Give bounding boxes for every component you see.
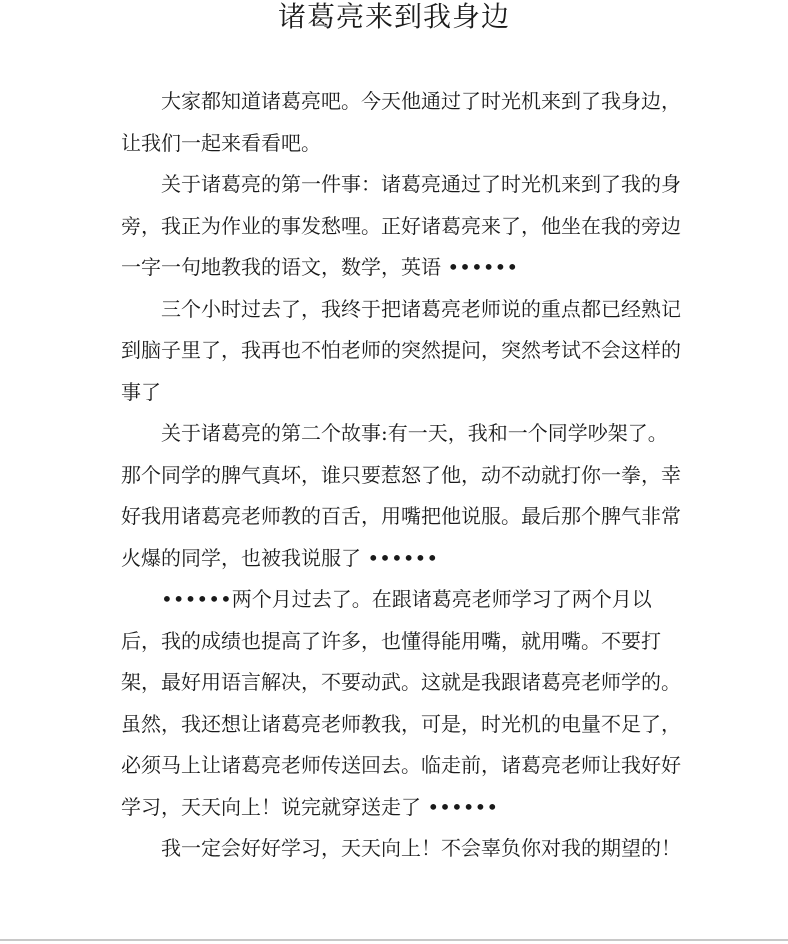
document-body (121, 81, 681, 870)
paragraph-first-event: 关于诸葛亮的第一件事：诸葛亮通过了时光机来到了我的身旁，我正为作业的事发愁哩。正好诸葛亮来了，他坐在我的旁边一字一句地教我的语文，数学，英语 •••••• (121, 172, 681, 279)
paragraph-conclusion: 我一定会好好学习，天天向上！不会辜负你对我的期望的！ (161, 836, 681, 860)
page-bottom-divider (0, 939, 788, 941)
paragraph-three-hours-later: 三个小时过去了，我终于把诸葛亮老师说的重点都已经熟记到脑子里了，我再也不怕老师的突然提问，突然考试不会这样的事了 (121, 296, 681, 404)
document-title: 诸葛亮来到我身边 (277, 0, 510, 33)
paragraph-second-story: 关于诸葛亮的第二个故事:有一天，我和一个同学吵架了。那个同学的脾气真坏，谁只要惹怒了他，动不动就打你一拳，幸好我用诸葛亮老师教的百舌，用嘴把他说服。最后那个脾气非常火爆的同学，也被我说服了 •••••• (121, 421, 681, 570)
paragraph-two-months-later: ••••••两个月过去了。在跟诸葛亮老师学习了两个月以后，我的成绩也提高了许多，也懂得能用嘴，就用嘴。不要打架，最好用语言解决，不要动武。这就是我跟诸葛亮老师学的。虽然，我还想让诸葛亮老师教我，可是，时光机的电量不足了，必须马上让诸葛亮老师传送回去。临走前，诸葛亮老师让我好好学习，天天向上！说完就穿送走了 •••••• (121, 587, 681, 819)
paragraph-intro: 大家都知道诸葛亮吧。今天他通过了时光机来到了我身边，让我们一起来看看吧。 (121, 89, 681, 155)
